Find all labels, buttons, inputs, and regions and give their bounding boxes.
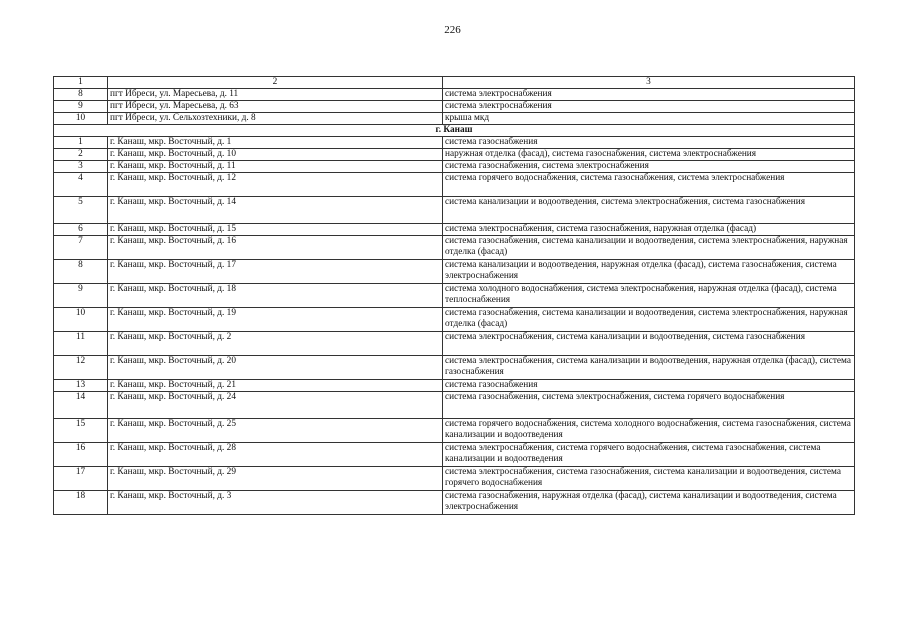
row-number: 4: [54, 173, 108, 197]
row-works: система электроснабжения, система канализации и водоотведения, система газоснабжения: [443, 332, 855, 356]
row-number: 9: [54, 101, 108, 113]
table-row: [54, 89, 855, 101]
table-row: [54, 197, 855, 224]
row-address: г. Канаш, мкр. Восточный, д. 1: [108, 137, 443, 149]
row-address: г. Канаш, мкр. Восточный, д. 28: [108, 443, 443, 467]
table-header-row: [54, 77, 855, 89]
table-row: [54, 467, 855, 491]
row-works: система газоснабжения, система канализации и водоотведения, система электроснабжения, наружная отделка (фасад): [443, 236, 855, 260]
row-number: 17: [54, 467, 108, 491]
row-address: пгт Ибреси, ул. Сельхозтехники, д. 8: [108, 113, 443, 125]
row-works: система электроснабжения: [443, 89, 855, 101]
row-works: система газоснабжения, система электроснабжения, система горячего водоснабжения: [443, 392, 855, 419]
row-number: 1: [54, 137, 108, 149]
row-number: 12: [54, 356, 108, 380]
table-row: [54, 161, 855, 173]
section-title: г. Канаш: [54, 125, 855, 137]
section-heading-row: [54, 125, 855, 137]
table-row: [54, 236, 855, 260]
row-number: 8: [54, 260, 108, 284]
row-address: пгт Ибреси, ул. Маресьева, д. 63: [108, 101, 443, 113]
page-number: 226: [444, 24, 461, 36]
row-works: система газоснабжения, система канализации и водоотведения, система электроснабжения, наружная отделка (фасад): [443, 308, 855, 332]
row-works: система горячего водоснабжения, система холодного водоснабжения, система газоснабжения, система канализации и водоотведения: [443, 419, 855, 443]
row-number: 9: [54, 284, 108, 308]
row-works: система электроснабжения, система горячего водоснабжения, система газоснабжения, система канализации и водоотведения: [443, 443, 855, 467]
table-row: [54, 149, 855, 161]
row-address: г. Канаш, мкр. Восточный, д. 11: [108, 161, 443, 173]
row-number: 15: [54, 419, 108, 443]
row-works: система электроснабжения, система канализации и водоотведения, наружная отделка (фасад), система газоснабжения: [443, 356, 855, 380]
table-row: [54, 101, 855, 113]
row-number: 13: [54, 380, 108, 392]
row-address: г. Канаш, мкр. Восточный, д. 17: [108, 260, 443, 284]
row-address: г. Канаш, мкр. Восточный, д. 3: [108, 491, 443, 515]
row-number: 3: [54, 161, 108, 173]
table-row: [54, 113, 855, 125]
register-table: [53, 76, 855, 515]
table-row: [54, 173, 855, 197]
row-works: система холодного водоснабжения, система электроснабжения, наружная отделка (фасад), система теплоснабжения: [443, 284, 855, 308]
row-number: 6: [54, 224, 108, 236]
row-address: г. Канаш, мкр. Восточный, д. 16: [108, 236, 443, 260]
row-address: г. Канаш, мкр. Восточный, д. 15: [108, 224, 443, 236]
row-address: г. Канаш, мкр. Восточный, д. 14: [108, 197, 443, 224]
row-works: система электроснабжения: [443, 101, 855, 113]
register-table-body: [54, 77, 855, 515]
row-works: система газоснабжения: [443, 137, 855, 149]
table-row: [54, 356, 855, 380]
row-works: система газоснабжения, наружная отделка (фасад), система канализации и водоотведения, система электроснабжения: [443, 491, 855, 515]
row-works: система газоснабжения: [443, 380, 855, 392]
table-row: [54, 260, 855, 284]
header-col-3: 3: [443, 77, 855, 89]
table-row: [54, 284, 855, 308]
row-number: 16: [54, 443, 108, 467]
row-works: система горячего водоснабжения, система газоснабжения, система электроснабжения: [443, 173, 855, 197]
table-row: [54, 419, 855, 443]
row-works: система электроснабжения, система газоснабжения, наружная отделка (фасад): [443, 224, 855, 236]
table-row: [54, 137, 855, 149]
row-address: пгт Ибреси, ул. Маресьева, д. 11: [108, 89, 443, 101]
row-number: 2: [54, 149, 108, 161]
row-works: система канализации и водоотведения, наружная отделка (фасад), система газоснабжения, система электроснабжения: [443, 260, 855, 284]
row-works: крыша мкд: [443, 113, 855, 125]
row-number: 8: [54, 89, 108, 101]
row-number: 14: [54, 392, 108, 419]
row-number: 11: [54, 332, 108, 356]
table-row: [54, 491, 855, 515]
row-address: г. Канаш, мкр. Восточный, д. 25: [108, 419, 443, 443]
row-address: г. Канаш, мкр. Восточный, д. 20: [108, 356, 443, 380]
row-works: система электроснабжения, система газоснабжения, система канализации и водоотведения, система горячего водоснабжения: [443, 467, 855, 491]
table-row: [54, 380, 855, 392]
row-works: система канализации и водоотведения, система электроснабжения, система газоснабжения: [443, 197, 855, 224]
row-works: наружная отделка (фасад), система газоснабжения, система электроснабжения: [443, 149, 855, 161]
row-address: г. Канаш, мкр. Восточный, д. 2: [108, 332, 443, 356]
row-works: система газоснабжения, система электроснабжения: [443, 161, 855, 173]
row-address: г. Канаш, мкр. Восточный, д. 24: [108, 392, 443, 419]
table-row: [54, 224, 855, 236]
table-row: [54, 308, 855, 332]
row-address: г. Канаш, мкр. Восточный, д. 12: [108, 173, 443, 197]
row-address: г. Канаш, мкр. Восточный, д. 10: [108, 149, 443, 161]
row-address: г. Канаш, мкр. Восточный, д. 18: [108, 284, 443, 308]
row-number: 5: [54, 197, 108, 224]
row-address: г. Канаш, мкр. Восточный, д. 21: [108, 380, 443, 392]
row-address: г. Канаш, мкр. Восточный, д. 29: [108, 467, 443, 491]
row-address: г. Канаш, мкр. Восточный, д. 19: [108, 308, 443, 332]
table-row: [54, 332, 855, 356]
row-number: 18: [54, 491, 108, 515]
table-row: [54, 392, 855, 419]
row-number: 10: [54, 308, 108, 332]
header-col-1: 1: [54, 77, 108, 89]
table-row: [54, 443, 855, 467]
row-number: 7: [54, 236, 108, 260]
row-number: 10: [54, 113, 108, 125]
header-col-2: 2: [108, 77, 443, 89]
